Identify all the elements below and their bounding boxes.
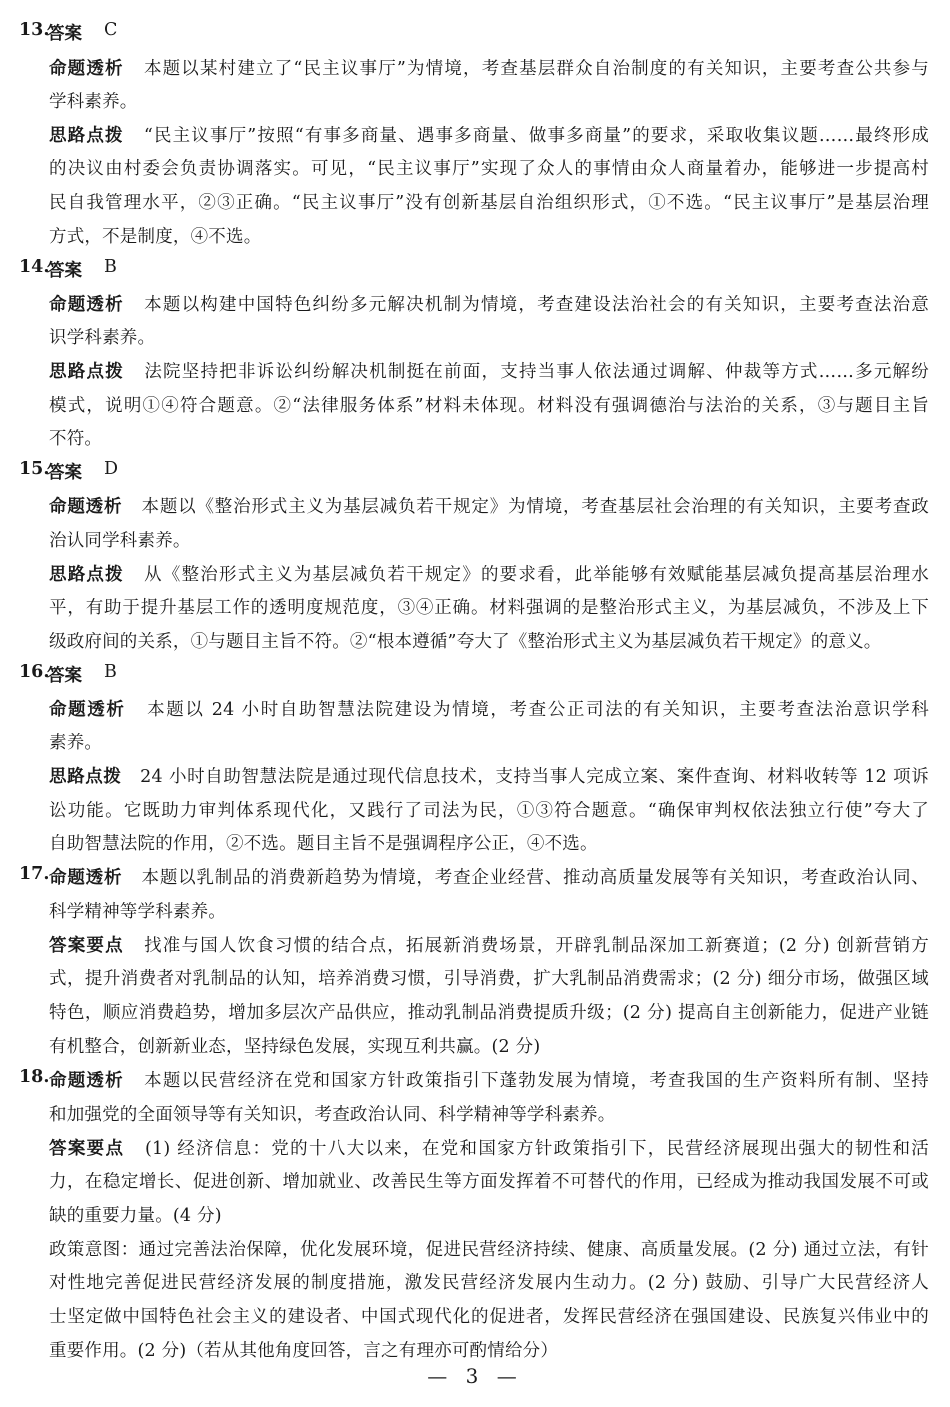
q18-key-line-2: 力，在稳定增长、促进创新、增加就业、改善民生等方面发挥着不可替代的作用，已经成为推动我国发展不可或	[49, 1172, 929, 1192]
q18-key-label: 答案要点	[49, 1139, 125, 1159]
q14-answer: B	[104, 257, 117, 277]
q17-key-line-1: 答案要点 找准与国人饮食习惯的结合点，拓展新消费场景，开辟乳制品深加工新赛道；(2 分) 创新营销方	[49, 936, 929, 956]
q18-key-line-3: 缺的重要力量。(4 分)	[49, 1206, 222, 1226]
q16-hint-line-3: 自助智慧法院的作用，②不选。题目主旨不是强调程序公正，④不选。	[49, 834, 598, 854]
q18-policy-line-2: 对性地完善促进民营经济发展的制度措施，激发民营经济发展内生动力。(2 分) 鼓励、引导广大民营经济人	[49, 1273, 929, 1293]
q17-key-line-4: 有机整合，创新新业态，坚持绿色发展，实现互利共赢。(2 分)	[49, 1037, 541, 1057]
q14-hint-line-3: 不符。	[49, 429, 103, 449]
q16-intent-label: 命题透析	[49, 700, 126, 720]
q17-intent-line-2: 科学精神等学科素养。	[49, 902, 226, 922]
q15-hint-label: 思路点拨	[49, 565, 124, 585]
q15-intent-line-1: 命题透析 本题以《整治形式主义为基层减负若干规定》为情境，考查基层社会治理的有关知识，主要考查政	[49, 497, 929, 517]
q15-intent-label: 命题透析	[49, 497, 123, 517]
q16-number: 16.	[19, 662, 50, 682]
q15-answer-label: 答案	[47, 463, 82, 483]
q17-key-line-3: 特色，顺应消费趋势，增加多层次产品供应，推动乳制品消费提质升级；(2 分) 提高自主创新能力，促进产业链	[49, 1003, 929, 1023]
q13-answer-label: 答案	[47, 24, 82, 44]
q14-intent-line-1: 命题透析 本题以构建中国特色纠纷多元解决机制为情境，考查建设法治社会的有关知识，主要考查法治意	[49, 295, 929, 315]
q16-answer: B	[104, 662, 117, 682]
q18-intent-line-1: 命题透析 本题以民营经济在党和国家方针政策指引下蓬勃发展为情境，考查我国的生产资料所有制、坚持	[49, 1071, 929, 1091]
q15-answer: D	[104, 459, 119, 479]
q13-hint-line-1: 思路点拨 “民主议事厅”按照“有事多商量、遇事多商量、做事多商量”的要求，采取收集议题……最终形成	[49, 126, 929, 146]
q14-answer-label: 答案	[47, 261, 82, 281]
q14-hint-line-1: 思路点拨 法院坚持把非诉讼纠纷解决机制挺在前面，支持当事人依法通过调解、仲裁等方式……多元解纷	[49, 362, 929, 382]
q13-hint-line-4: 方式，不是制度，④不选。	[49, 227, 262, 247]
q18-key-line-1: 答案要点 (1) 经济信息：党的十八大以来，在党和国家方针政策指引下，民营经济展现出强大的韧性和活	[49, 1139, 929, 1159]
q15-intent-line-2: 治认同学科素养。	[49, 531, 191, 551]
q17-key-line-2: 式，提升消费者对乳制品的认知，培养消费习惯，引导消费，扩大乳制品消费需求；(2 分) 细分市场，做强区域	[49, 969, 929, 989]
page-number: — 3 —	[427, 1364, 523, 1388]
q15-number: 15.	[19, 459, 50, 479]
q13-hint-line-2: 的决议由村委会负责协调落实。可见，“民主议事厅”实现了众人的事情由众人商量着办，能够进一步提高村	[49, 159, 929, 179]
q13-intent-line-1: 命题透析 本题以某村建立了“民主议事厅”为情境，考查基层群众自治制度的有关知识，主要考查公共参与	[49, 59, 929, 79]
q15-hint-line-3: 级政府间的关系，①与题目主旨不符。②“根本遵循”夸大了《整治形式主义为基层减负若干规定》的意义。	[49, 632, 882, 652]
q14-number: 14.	[19, 257, 50, 277]
q17-intent-label: 命题透析	[49, 868, 123, 888]
q15-hint-line-1: 思路点拨 从《整治形式主义为基层减负若干规定》的要求看，此举能够有效赋能基层减负提高基层治理水	[49, 565, 929, 585]
q17-intent-line-1: 命题透析 本题以乳制品的消费新趋势为情境，考查企业经营、推动高质量发展等有关知识，考查政治认同、	[49, 868, 929, 888]
q18-policy-line-3: 士坚定做中国特色社会主义的建设者、中国式现代化的促进者，发挥民营经济在强国建设、民族复兴伟业中的	[49, 1307, 929, 1327]
q13-hint-label: 思路点拨	[49, 126, 124, 146]
q18-intent-label: 命题透析	[49, 1071, 124, 1091]
q13-intent-line-2: 学科素养。	[49, 92, 138, 112]
q16-hint-line-1: 思路点拨 24 小时自助智慧法院是通过现代信息技术，支持当事人完成立案、案件查询、材料收转等 12 项诉	[49, 767, 929, 787]
q13-intent-label: 命题透析	[49, 59, 124, 79]
q16-hint-line-2: 讼功能。它既助力审判体系现代化，又践行了司法为民，①③符合题意。“确保审判权依法独立行使”夸大了	[49, 801, 929, 821]
q16-answer-label: 答案	[47, 666, 82, 686]
q17-number: 17.	[19, 864, 50, 884]
q18-policy-line-1: 政策意图：通过完善法治保障，优化发展环境，促进民营经济持续、健康、高质量发展。(2 分) 通过立法，有针	[49, 1240, 929, 1260]
q14-hint-line-2: 模式，说明①④符合题意。②“法律服务体系”材料未体现。材料没有强调德治与法治的关系，③与题目主旨	[49, 396, 929, 416]
q17-key-label: 答案要点	[49, 936, 124, 956]
q14-hint-label: 思路点拨	[49, 362, 124, 382]
q14-intent-label: 命题透析	[49, 295, 124, 315]
q13-answer: C	[104, 20, 118, 40]
q16-intent-line-1: 命题透析 本题以 24 小时自助智慧法院建设为情境，考查公正司法的有关知识，主要考查法治意识学科	[49, 700, 929, 720]
q18-intent-line-2: 和加强党的全面领导等有关知识，考查政治认同、科学精神等学科素养。	[49, 1105, 616, 1125]
q13-number: 13.	[19, 20, 50, 40]
q16-intent-line-2: 素养。	[49, 733, 103, 753]
q14-intent-line-2: 识学科素养。	[49, 328, 156, 348]
q16-hint-label: 思路点拨	[49, 767, 122, 787]
q18-policy-line-4: 重要作用。(2 分)（若从其他角度回答，言之有理亦可酌情给分）	[49, 1341, 559, 1361]
q18-number: 18.	[19, 1067, 50, 1087]
q15-hint-line-2: 平，有助于提升基层工作的透明度规范度，③④正确。材料强调的是整治形式主义，为基层减负，不涉及上下	[49, 598, 929, 618]
q13-hint-line-3: 民自我管理水平，②③正确。“民主议事厅”没有创新基层自治组织形式，①不选。“民主议事厅”是基层治理	[49, 193, 929, 213]
